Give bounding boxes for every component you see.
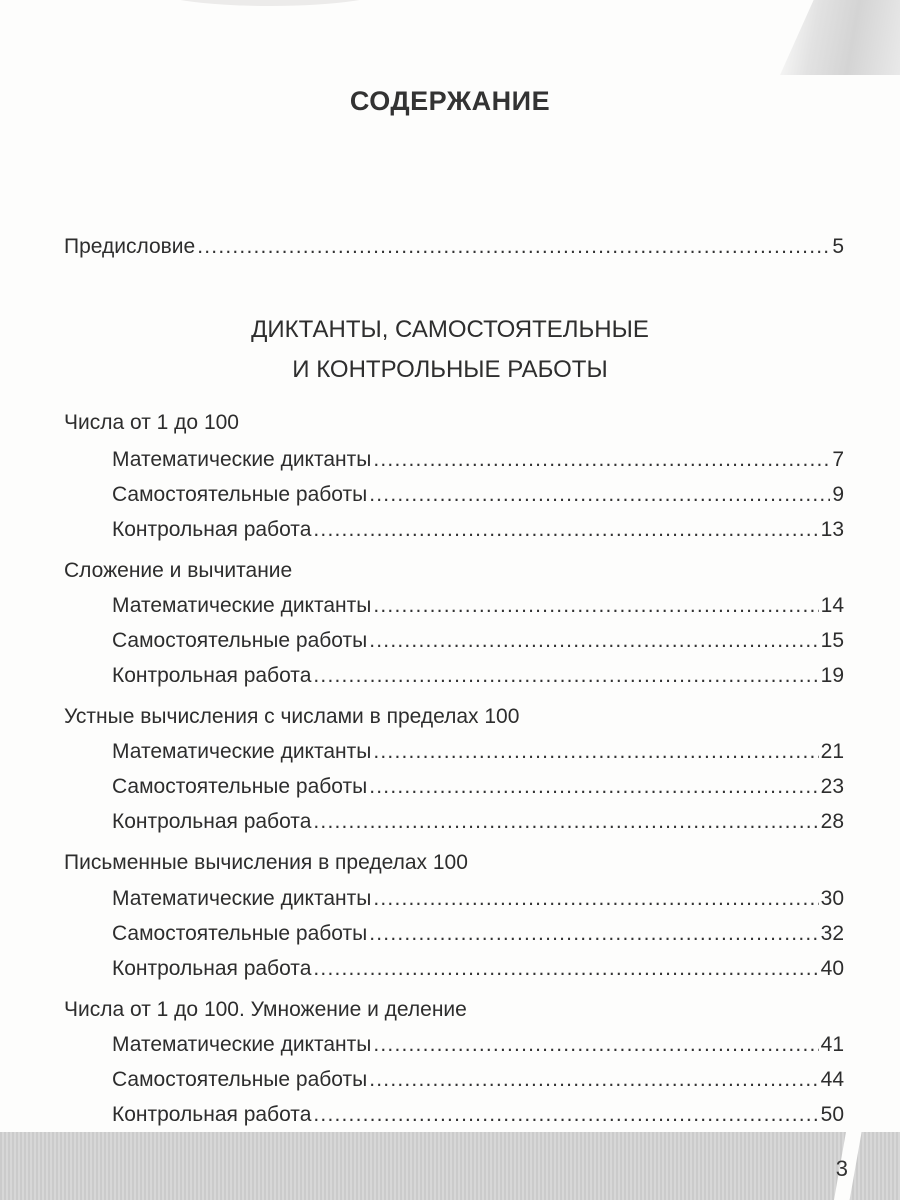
toc-entry-page: 5 <box>832 235 844 258</box>
dot-leader <box>313 954 818 984</box>
toc-entry-page: 30 <box>820 887 844 910</box>
toc-group-title[interactable]: Сложение и вычитание <box>64 559 293 582</box>
toc-entry-page: 28 <box>820 810 844 833</box>
toc-entry-label: Контрольная работа <box>112 1103 312 1126</box>
toc-entry[interactable] <box>112 591 844 621</box>
toc-group-title[interactable]: Числа от 1 до 100 <box>64 411 239 434</box>
dot-leader <box>373 737 818 767</box>
toc-entry-label: Контрольная работа <box>112 957 312 980</box>
toc-entry-page: 9 <box>832 483 844 506</box>
dot-leader <box>373 884 818 914</box>
toc-group-title[interactable]: Устные вычисления с числами в пределах 100 <box>64 705 520 728</box>
dot-leader <box>313 661 818 691</box>
toc-entry[interactable] <box>112 1030 844 1060</box>
toc-entry-label: Математические диктанты <box>112 448 372 471</box>
toc-entry-page: 13 <box>820 518 844 541</box>
toc-entry[interactable] <box>112 954 844 984</box>
toc-group-title[interactable]: Числа от 1 до 100. Умножение и деление <box>64 998 467 1021</box>
dot-leader <box>313 807 818 837</box>
page-number: 3 <box>835 1156 848 1181</box>
toc-entry[interactable] <box>112 661 844 691</box>
toc-entry-page: 32 <box>820 922 844 945</box>
toc-entry-label: Предисловие <box>64 235 196 258</box>
page-title: СОДЕРЖАНИЕ <box>349 86 551 116</box>
toc-entry[interactable] <box>112 1100 844 1130</box>
page-edge-shadow <box>150 0 390 6</box>
toc-entry-label: Контрольная работа <box>112 518 312 541</box>
dot-leader <box>369 480 830 510</box>
toc-entry-page: 19 <box>820 664 844 687</box>
toc-entry-page: 15 <box>820 629 844 652</box>
toc-entry[interactable] <box>112 445 844 475</box>
toc-entry-page: 50 <box>820 1103 844 1126</box>
toc-entry[interactable] <box>112 772 844 802</box>
dot-leader <box>369 626 818 656</box>
dot-leader <box>313 1100 818 1130</box>
section-title-line2: И КОНТРОЛЬНЫЕ РАБОТЫ <box>292 356 608 383</box>
toc-entry[interactable] <box>112 919 844 949</box>
corner-decoration <box>780 0 900 75</box>
dot-leader <box>313 515 818 545</box>
dot-leader <box>373 445 830 475</box>
toc-entry[interactable] <box>112 884 844 914</box>
toc-entry-label: Самостоятельные работы <box>112 483 368 506</box>
toc-entry[interactable] <box>112 515 844 545</box>
toc-entry-label: Математические диктанты <box>112 594 372 617</box>
toc-entry[interactable] <box>112 737 844 767</box>
toc-entry-page: 23 <box>820 775 844 798</box>
toc-entry[interactable] <box>112 807 844 837</box>
toc-entry-page: 40 <box>820 957 844 980</box>
toc-entry-label: Самостоятельные работы <box>112 629 368 652</box>
toc-entry[interactable] <box>112 480 844 510</box>
toc-entry-preface[interactable] <box>64 232 844 262</box>
toc-entry-label: Контрольная работа <box>112 810 312 833</box>
toc-entry-label: Самостоятельные работы <box>112 775 368 798</box>
footer-band <box>0 1132 900 1200</box>
toc-entry-page: 7 <box>832 448 844 471</box>
toc-entry-page: 41 <box>820 1033 844 1056</box>
toc-entry-page: 14 <box>820 594 844 617</box>
toc-entry-page: 21 <box>820 740 844 763</box>
toc-entry-label: Математические диктанты <box>112 1033 372 1056</box>
toc-entry-label: Контрольная работа <box>112 664 312 687</box>
toc-entry-label: Математические диктанты <box>112 887 372 910</box>
dot-leader <box>197 232 830 262</box>
toc-group-title[interactable]: Письменные вычисления в пределах 100 <box>64 851 468 874</box>
dot-leader <box>369 772 818 802</box>
toc-entry[interactable] <box>112 1065 844 1095</box>
toc-entry-page: 44 <box>820 1068 844 1091</box>
toc-entry-label: Самостоятельные работы <box>112 922 368 945</box>
dot-leader <box>369 1065 818 1095</box>
section-title-line1: ДИКТАНТЫ, САМОСТОЯТЕЛЬНЫЕ <box>251 316 649 343</box>
toc-entry-label: Математические диктанты <box>112 740 372 763</box>
toc-entry[interactable] <box>112 626 844 656</box>
dot-leader <box>373 591 818 621</box>
dot-leader <box>373 1030 818 1060</box>
toc-entry-label: Самостоятельные работы <box>112 1068 368 1091</box>
dot-leader <box>369 919 818 949</box>
